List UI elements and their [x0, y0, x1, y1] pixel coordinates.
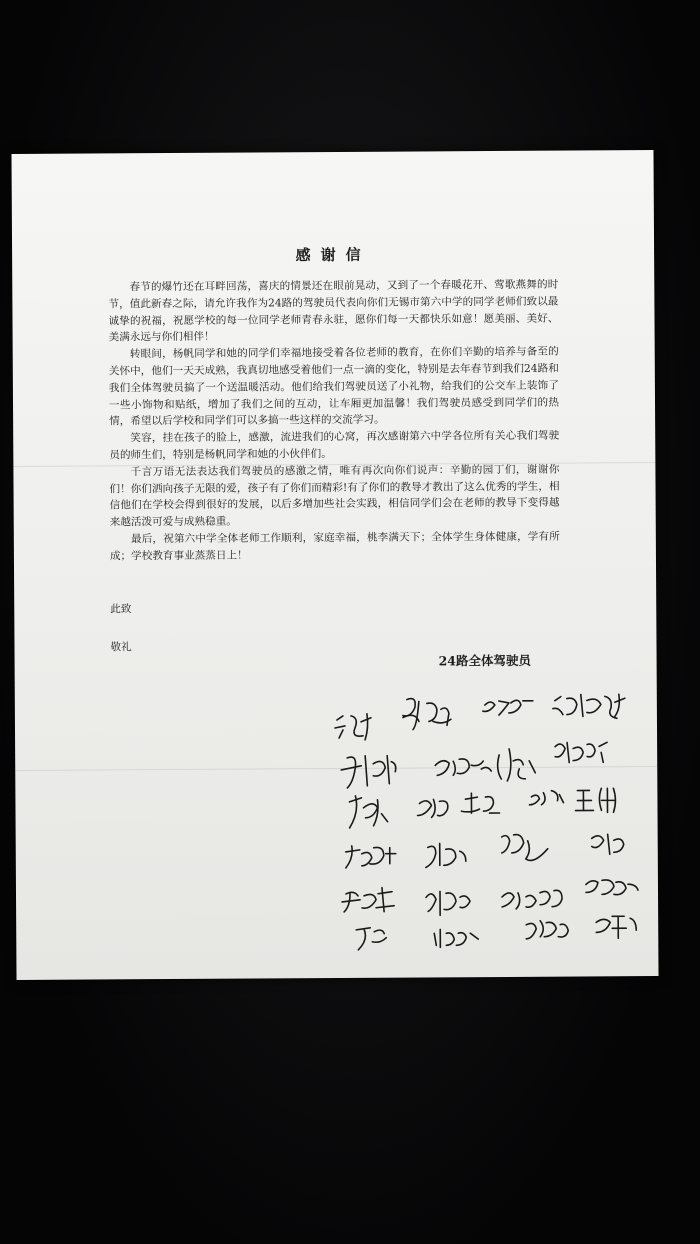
signature [596, 916, 636, 938]
signature [356, 928, 386, 950]
letter-body [108, 277, 560, 565]
paragraph: 千言万语无法表达我们驾驶员的感激之情，唯有再次向你们说声：辛勤的园丁们，谢谢你们！你们洒向孩子无限的爱，孩子有了你们而精彩!有了你们的教导才教出了这么优秀的学生，相信他们在学校会得到很好的发展，以后多增加些社会实践，相信同学们会在老师的教导下变得越来越活泼可爱与成熟稳重。 [109, 463, 560, 529]
signature [592, 834, 624, 854]
signature [349, 796, 387, 828]
signature [526, 921, 568, 939]
paragraph: 笑容，挂在孩子的脸上，感激，流进我们的心窝，再次感谢第六中学各位所有关心我们驾驶员的师生们，特别是杨帆同学和她的小伙伴们。 [109, 429, 560, 462]
handwritten-signatures [315, 670, 657, 952]
signature [575, 788, 615, 812]
signature [553, 694, 625, 718]
signature [335, 714, 371, 740]
signature [586, 880, 638, 895]
closing-respect: 敬礼 [110, 641, 132, 654]
signature [529, 791, 563, 805]
signature [502, 834, 548, 860]
signature [417, 799, 447, 817]
signature [435, 759, 491, 776]
signature [341, 756, 396, 788]
paragraph: 春节的爆竹还在耳畔回荡，喜庆的情景还在眼前晃动，又到了一个春暖花开、莺歌燕舞的时节，值此新春之际，请允许我作为24路的驾驶员代表向你们无锡市第六中学的同学老师们致以最诚挚的祝福，祝愿学校的每一位同学老师青春永驻，愿你们每一天都快乐如意！愿美丽、美好、美满永远与你们相伴！ [108, 278, 559, 344]
signature [434, 929, 478, 947]
signature [426, 843, 466, 867]
signature [346, 846, 396, 868]
sender-signature-line: 24路全体驾驶员 [438, 652, 532, 669]
signature [483, 700, 533, 715]
letter-sheet [11, 150, 658, 980]
signature [342, 888, 394, 912]
signature [403, 698, 451, 729]
signature [555, 742, 607, 762]
paragraph: 最后，祝第六中学全体老师工作顺利，家庭幸福，桃李满天下；全体学生身体健康，学有所成；学校教育事业蒸蒸日上！ [109, 530, 560, 563]
closing-salutation: 此致 [110, 603, 132, 616]
signature [502, 890, 562, 909]
signature [461, 793, 499, 813]
paragraph: 转眼间，杨帆同学和她的同学们幸福地接受着各位老师的教育，在你们辛勤的培养与备至的关怀中，他们一天天成熟，我真切地感受着他们一点一滴的变化，特别是去年春节到我们24路和我们全体驾驶员搞了一个送温暖活动。他们给我们驾驶员送了小礼物，给我们的公交车上装饰了一些小饰物和贴纸，增加了我们之间的互动，让车厢更加温馨！我们驾驶员感受到同学们的热情，希望以后学校和同学们可以多搞一些这样的交流学习。 [108, 345, 560, 428]
signature [498, 749, 536, 781]
letter-title: 感谢信 [295, 245, 371, 265]
signature [426, 891, 470, 915]
